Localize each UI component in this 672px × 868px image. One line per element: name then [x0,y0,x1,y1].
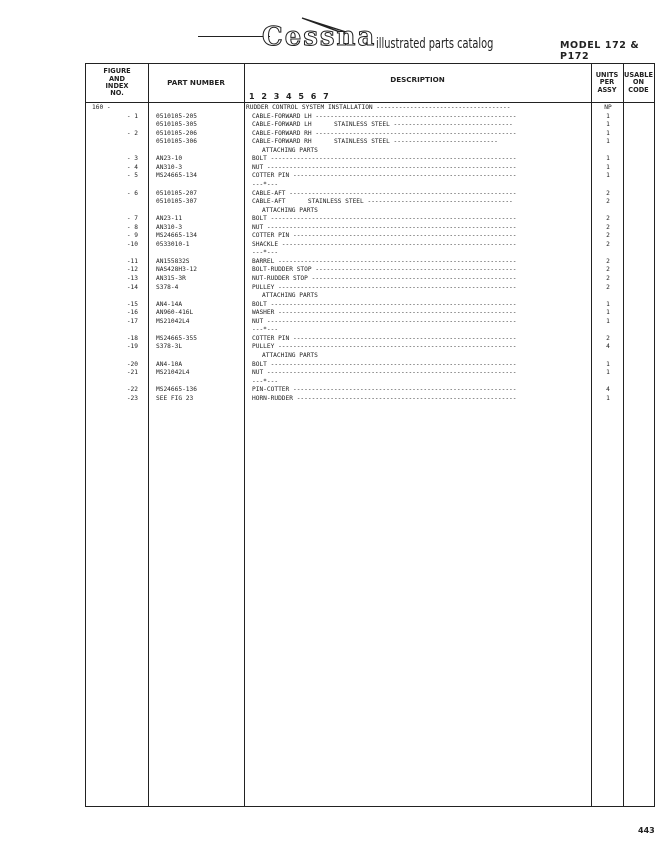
figure-index: -12 [126,266,138,274]
units-per-assy: 2 [606,215,610,223]
part-description: BOLT-RUDDER STOP ------------------------------------------------------ [252,266,517,274]
part-description: COTTER PIN ------------------------------------------------------------ [252,232,517,240]
part-description: CABLE-AFT STAINLESS STEEL --------------------------------------- [252,198,513,206]
units-per-assy: 1 [606,317,610,325]
part-number: AN310-3 [156,223,183,231]
figure-index: - 6 [126,189,138,197]
part-number: 0510105-307 [156,198,197,206]
table-row [86,284,654,292]
units-per-assy: 2 [606,257,610,265]
units-per-assy: 1 [606,172,610,180]
figure-index: - 8 [126,223,138,231]
table-row [86,215,654,223]
part-description: BARREL ---------------------------------------------------------------- [252,257,517,265]
part-number: MS24665-355 [156,334,197,342]
cessna-logo: Cessna [262,22,377,52]
figure-index: -23 [126,394,138,402]
table-row [86,258,654,266]
table-row [86,198,654,206]
units-per-assy: 1 [606,163,610,171]
table-row [86,369,654,377]
figure-index: -15 [126,300,138,308]
units-per-assy: 1 [606,129,610,137]
units-per-assy: 2 [606,266,610,274]
part-description: NUT-RUDDER STOP ------------------------------------------------------- [252,275,517,282]
table-row [86,352,654,360]
part-description: COTTER PIN ------------------------------------------------------------ [252,334,517,342]
part-description: ---*--- [252,249,279,257]
part-number: MS24665-134 [156,172,197,180]
figure-index: - 3 [126,155,138,163]
part-description: ---*--- [252,326,279,334]
units-per-assy: 4 [606,386,610,394]
units-per-assy: 2 [606,189,610,197]
part-number: 0510105-207 [156,189,197,197]
part-number: AN310-3 [156,163,183,171]
indent-levels: 1 2 3 4 5 6 7 [249,92,331,101]
units-per-assy: 1 [606,300,610,308]
description-column-header: DESCRIPTION [390,75,445,85]
part-description: RUDDER CONTROL SYSTEM INSTALLATION ------------------------------------ [246,104,511,111]
table-row [86,224,654,232]
part-number: AN155832S [156,257,190,265]
figure-index: -11 [126,257,138,265]
part-number: S378-4 [156,283,179,291]
table-row [86,275,654,283]
figure-index: - 9 [126,232,138,240]
part-description: WASHER ---------------------------------------------------------------- [252,309,517,317]
units-per-assy: 1 [606,138,610,146]
table-row [86,335,654,343]
model-label: MODEL 172 & P172 [560,40,640,62]
part-description: ---*--- [252,180,279,188]
table-row [86,378,654,386]
part-description: ATTACHING PARTS [262,292,318,300]
part-description: ATTACHING PARTS [262,351,318,359]
part-description: NUT ------------------------------------------------------------------- [252,369,517,377]
part-description: PULLEY ---------------------------------------------------------------- [252,283,517,291]
units-per-assy: 2 [606,334,610,342]
part-number: NAS428H3-12 [156,266,197,274]
table-row [86,232,654,240]
part-description: NUT ------------------------------------------------------------------- [252,317,517,325]
part-description: BOLT ------------------------------------------------------------------ [252,300,517,308]
part-number: AN4-14A [156,300,183,308]
units-per-assy: 1 [606,369,610,377]
part-description: ATTACHING PARTS [262,146,318,154]
header-divider [86,102,654,103]
figure-index: - 1 [126,112,138,120]
part-description: ATTACHING PARTS [262,206,318,214]
part-number: AN315-3R [156,275,186,282]
units-per-assy: 1 [606,155,610,163]
part-description: PULLEY ---------------------------------------------------------------- [252,343,517,351]
figure-index: -17 [126,317,138,325]
part-description: BOLT ------------------------------------------------------------------ [252,155,517,163]
figure-index: -22 [126,386,138,394]
part-description: NUT ------------------------------------------------------------------- [252,163,517,171]
table-row [86,266,654,274]
figure-index: -16 [126,309,138,317]
part-number: 0510105-305 [156,121,197,129]
part-number: 0510105-206 [156,129,197,137]
table-row [86,104,654,112]
units-per-assy: 1 [606,309,610,317]
figure-index: - 4 [126,163,138,171]
table-row [86,130,654,138]
units-per-assy: 2 [606,223,610,231]
logo-rule [198,36,270,37]
part-description: COTTER PIN ------------------------------------------------------------ [252,172,517,180]
usable-column-header: USABLE ON CODE [624,70,653,94]
table-row [86,181,654,189]
part-number-column-header: PART NUMBER [167,78,225,88]
table-row [86,343,654,351]
table-row [86,301,654,309]
units-per-assy: 1 [606,360,610,368]
figure-index: - 5 [126,172,138,180]
units-per-assy: 2 [606,283,610,291]
part-description: SHACKLE --------------------------------------------------------------- [252,240,517,248]
catalog-title: illustrated parts catalog [376,36,494,52]
figure-index: - 2 [126,129,138,137]
part-description: PIN-COTTER ------------------------------------------------------------ [252,386,517,394]
table-row [86,147,654,155]
figure-index: -20 [126,360,138,368]
part-number: 0510105-205 [156,112,197,120]
table-row [86,172,654,180]
part-number: AN23-11 [156,215,183,223]
figure-index: -13 [126,275,138,282]
units-per-assy: 1 [606,394,610,402]
table-row [86,249,654,257]
part-number: MS21042L4 [156,317,190,325]
units-per-assy: 2 [606,198,610,206]
part-description: CABLE-FORWARD LH ------------------------------------------------------ [252,112,517,120]
parts-table [85,63,655,807]
figure-index: - 7 [126,215,138,223]
table-row [86,121,654,129]
figure-index: -21 [126,369,138,377]
part-description: BOLT ------------------------------------------------------------------ [252,360,517,368]
part-description: ---*--- [252,377,279,385]
table-row [86,138,654,146]
figure-column-header: FIGURE AND INDEX NO. [103,67,131,98]
figure-index: -14 [126,283,138,291]
table-row [86,318,654,326]
table-row [86,241,654,249]
page-header [0,0,672,62]
part-description: CABLE-FORWARD RH STAINLESS STEEL ---------------------------- [252,138,498,146]
table-row [86,395,654,403]
table-row [86,309,654,317]
table-row [86,113,654,121]
part-description: BOLT ------------------------------------------------------------------ [252,215,517,223]
part-number: MS21042L4 [156,369,190,377]
figure-index: -18 [126,334,138,342]
page-number: 443 [638,826,655,835]
units-per-assy: NP [604,104,612,111]
table-row [86,292,654,300]
part-description: HORN-RUDDER ----------------------------------------------------------- [252,394,517,402]
part-number: 0510105-306 [156,138,197,146]
part-number: S378-3L [156,343,183,351]
part-number: AN960-416L [156,309,194,317]
part-number: AN23-10 [156,155,183,163]
figure-index: 160 - [92,104,111,111]
units-column-header: UNITS PER ASSY [595,70,619,94]
table-row [86,190,654,198]
units-per-assy: 4 [606,343,610,351]
part-description: CABLE-FORWARD LH STAINLESS STEEL -------------------------------- [252,121,513,129]
table-row [86,326,654,334]
table-row [86,361,654,369]
units-per-assy: 1 [606,121,610,129]
table-row [86,164,654,172]
part-number: 0533010-1 [156,240,190,248]
part-number: MS24665-136 [156,386,197,394]
table-row [86,207,654,215]
table-row [86,155,654,163]
part-number: AN4-10A [156,360,183,368]
units-per-assy: 2 [606,232,610,240]
part-description: CABLE-AFT ------------------------------------------------------------- [252,189,517,197]
part-number: SEE FIG 23 [156,394,194,402]
table-row [86,386,654,394]
units-per-assy: 1 [606,112,610,120]
units-per-assy: 2 [606,240,610,248]
part-description: NUT ------------------------------------------------------------------- [252,223,517,231]
figure-index: -10 [126,240,138,248]
figure-index: -19 [126,343,138,351]
units-per-assy: 2 [606,275,610,282]
part-number: MS24665-134 [156,232,197,240]
part-description: CABLE-FORWARD RH ------------------------------------------------------ [252,129,517,137]
